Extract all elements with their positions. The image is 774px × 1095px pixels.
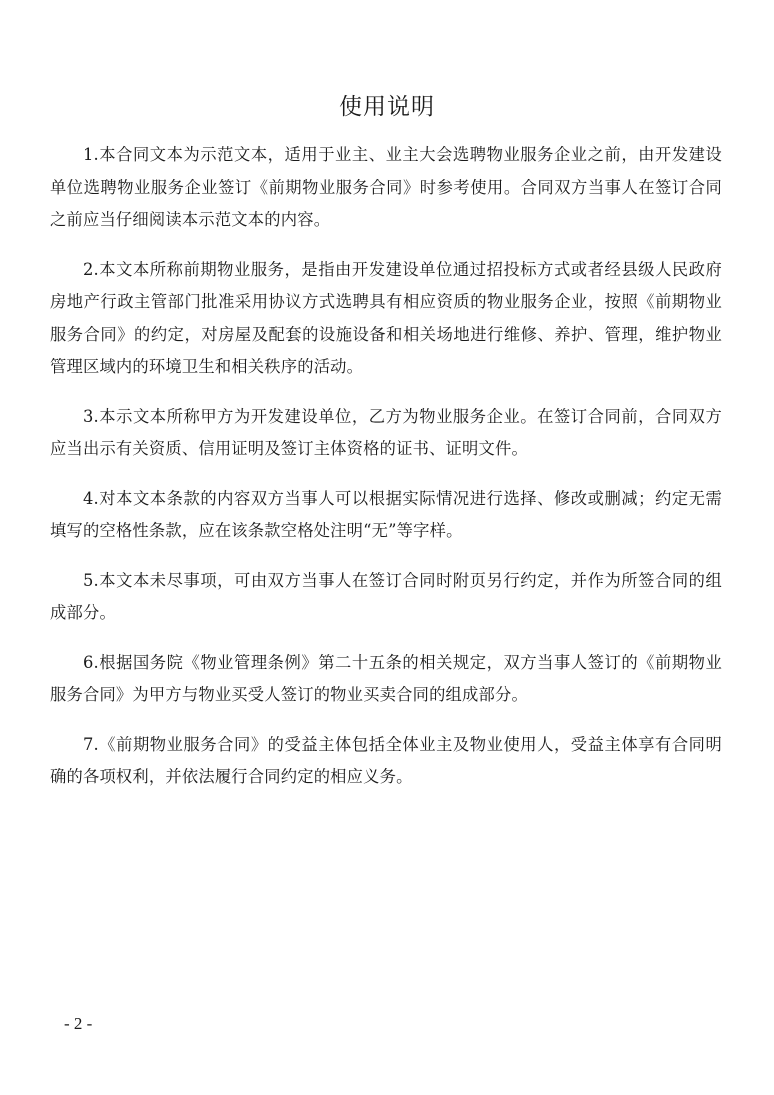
page-number: - 2 - (64, 1014, 93, 1033)
paragraph-6: 6.根据国务院《物业管理条例》第二十五条的相关规定，双方当事人签订的《前期物业服务合同》为甲方与物业买受人签订的物业买卖合同的组成部分。 (50, 652, 722, 704)
paragraph-2: 2.本文本所称前期物业服务，是指由开发建设单位通过招投标方式或者经县级人民政府房地产行政主管部门批准采用协议方式选聘具有相应资质的物业服务企业，按照《前期物业服务合同》的约定，对房屋及配套的设施设备和相关场地进行维修、养护、管理，维护物业管理区域内的环境卫生和相关秩序的活动。 (50, 259, 722, 376)
paragraph-4: 4.对本文本条款的内容双方当事人可以根据实际情况进行选择、修改或删减；约定无需填写的空格性条款，应在该条款空格处注明“无”等字样。 (50, 488, 722, 540)
paragraph-5: 5.本文本未尽事项，可由双方当事人在签订合同时附页另行约定，并作为所签合同的组成部分。 (50, 570, 722, 622)
instructions-body (50, 139, 722, 811)
paragraph-7: 7.《前期物业服务合同》的受益主体包括全体业主及物业使用人，受益主体享有合同明确的各项权利，并依法履行合同约定的相应义务。 (50, 734, 722, 786)
page-title: 使用说明 (339, 94, 435, 120)
paragraph-3: 3.本示文本所称甲方为开发建设单位，乙方为物业服务企业。在签订合同前，合同双方应当出示有关资质、信用证明及签订主体资格的证书、证明文件。 (50, 406, 722, 458)
paragraph-1: 1.本合同文本为示范文本，适用于业主、业主大会选聘物业服务企业之前，由开发建设单位选聘物业服务企业签订《前期物业服务合同》时参考使用。合同双方当事人在签订合同之前应当仔细阅读本示范文本的内容。 (50, 145, 722, 229)
